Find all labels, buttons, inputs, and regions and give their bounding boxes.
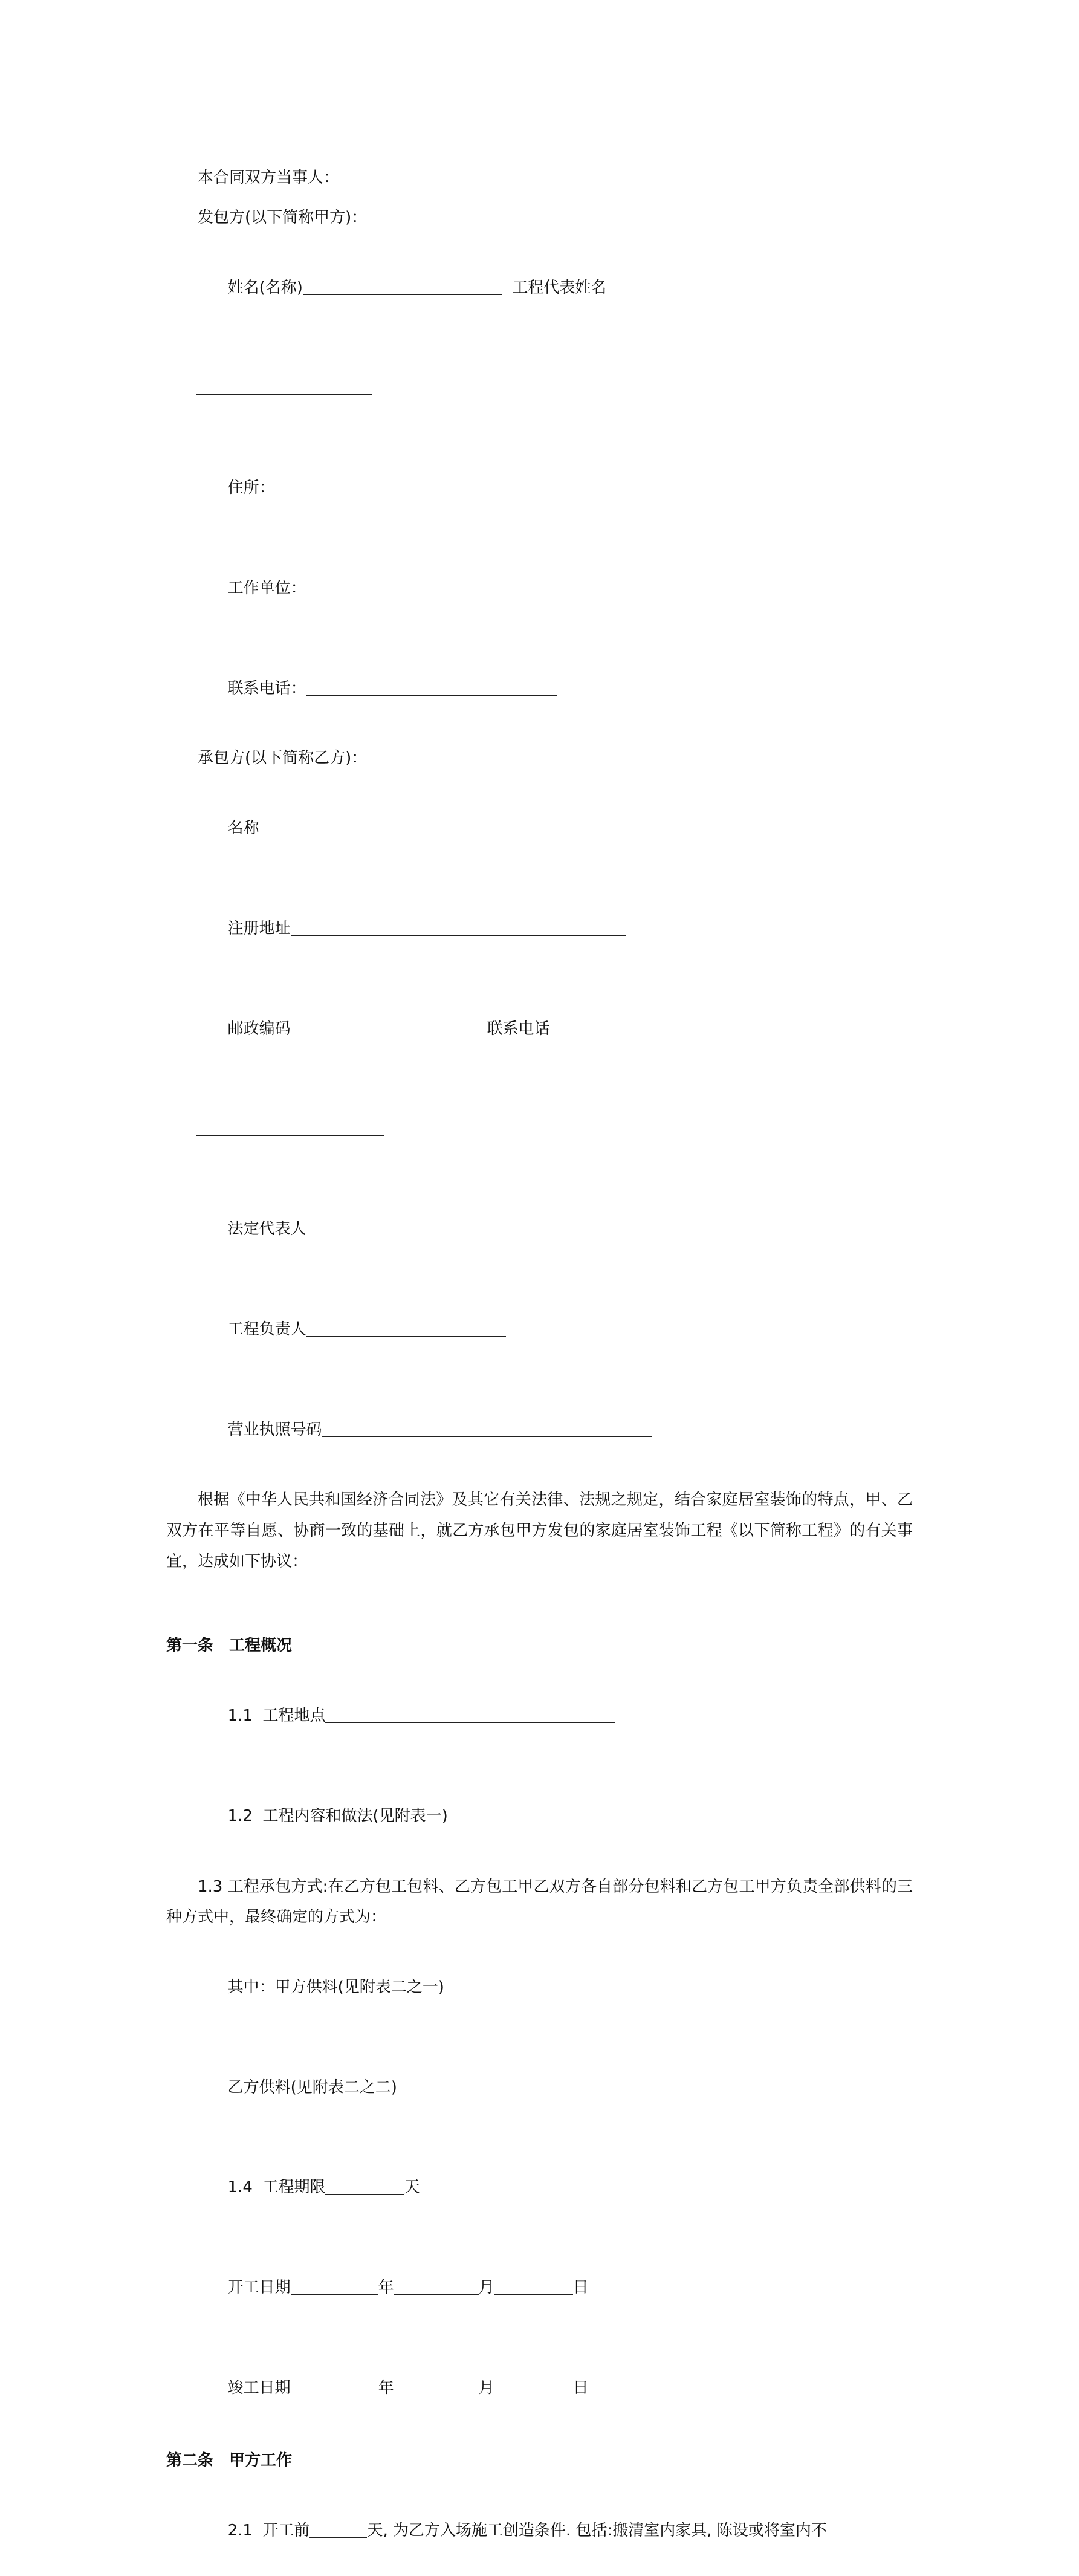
preamble-paragraph: 根据《中华人民共和国经济合同法》及其它有关法律、法规之规定，结合家庭居室装饰的特点，甲、乙双方在平等自愿、协商一致的基础上，就乙方承包甲方发包的家庭居室装饰工程《以下简称工程》的有关事宜，达成如下协议：	[166, 1491, 913, 1571]
section-spacer	[166, 1586, 913, 1607]
item-1-3-a-label: 其中：甲方供料(见附表二之一)	[227, 1978, 444, 1997]
party-b-legalrep-row	[166, 1184, 913, 1275]
section-2-name: 甲方工作	[229, 2451, 293, 2470]
item-1-1-label: 1.1 工程地点	[227, 1707, 326, 1725]
start-date-day-blank[interactable]	[494, 2279, 573, 2295]
item-2-1-label-post: 天, 为乙方入场施工创造条件. 包括:搬清室内家具, 陈设或将室内不	[367, 2521, 827, 2540]
party-b-manager-blank[interactable]	[306, 1320, 506, 1337]
item-1-4-label: 1.4 工程期限	[227, 2178, 326, 2197]
item-1-3-b	[166, 2043, 913, 2133]
end-date-month-unit: 月	[478, 2378, 494, 2397]
end-date-label: 竣工日期	[227, 2378, 291, 2397]
party-b-license-row	[166, 1385, 913, 1476]
party-a-address-label: 住所：	[227, 479, 275, 498]
item-2-1-blank[interactable]	[309, 2522, 367, 2538]
section-1-name: 工程概况	[229, 1637, 293, 1655]
end-date-year-unit: 年	[378, 2378, 394, 2397]
end-date-year-blank[interactable]	[291, 2379, 378, 2395]
party-b-label: 承包方(以下简称乙方)：	[198, 749, 368, 768]
party-b-postcode-blank[interactable]	[291, 1020, 487, 1036]
party-a-label: 发包方(以下简称甲方)：	[198, 208, 368, 227]
item-1-3-b-label: 乙方供料(见附表二之二)	[227, 2078, 397, 2097]
item-1-1	[166, 1671, 913, 1762]
item-1-3-blank[interactable]	[386, 1908, 562, 1924]
section-1-number: 第一条	[166, 1637, 214, 1655]
start-date-year-blank[interactable]	[291, 2279, 378, 2295]
party-b-legalrep-label: 法定代表人	[227, 1220, 306, 1239]
party-a-rep-blank-row	[166, 343, 913, 434]
contract-body	[166, 163, 913, 2576]
section-2-title	[166, 2446, 913, 2476]
item-1-3	[166, 1872, 913, 1933]
party-a-workunit-blank[interactable]	[306, 579, 642, 595]
party-b-postcode-label: 邮政编码	[227, 1019, 291, 1038]
item-1-4-unit: 天	[404, 2178, 420, 2197]
item-2-1	[166, 2486, 913, 2576]
start-date-day-unit: 日	[572, 2279, 589, 2297]
party-a-workunit-row	[166, 543, 913, 634]
item-1-4	[166, 2143, 913, 2234]
item-1-3-a	[166, 1942, 913, 2033]
section-1-title	[166, 1631, 913, 1661]
party-b-phone-blank[interactable]	[196, 1120, 384, 1136]
party-a-name-row	[166, 243, 913, 334]
party-a-address-row	[166, 443, 913, 534]
item-1-4-blank[interactable]	[325, 2178, 404, 2195]
item-1-2-label: 1.2 工程内容和做法(见附表一)	[227, 1806, 448, 1825]
item-1-2	[166, 1771, 913, 1862]
item-1-1-blank[interactable]	[325, 1707, 615, 1723]
party-b-phone-blank-row	[166, 1084, 913, 1175]
party-b-name-row	[166, 784, 913, 874]
party-b-manager-label: 工程负责人	[227, 1320, 306, 1338]
item-2-1-label-pre: 2.1 开工前	[227, 2521, 310, 2540]
party-b-license-blank[interactable]	[322, 1421, 652, 1437]
section-2-number: 第二条	[166, 2451, 214, 2470]
party-a-name-label: 姓名(名称)	[227, 278, 303, 297]
party-a-phone-blank[interactable]	[306, 680, 557, 696]
start-date-month-blank[interactable]	[394, 2279, 479, 2295]
party-b-regaddr-label: 注册地址	[227, 919, 291, 938]
party-a-phone-row	[166, 644, 913, 735]
item-1-3-label: 1.3 工程承包方式:在乙方包工包料、乙方包工甲乙双方各自部分包料和乙方包工甲方负责全部供料的三种方式中，最终确定的方式为：	[166, 1877, 913, 1927]
party-a-workunit-label: 工作单位：	[227, 579, 306, 597]
party-b-postcode-row	[166, 984, 913, 1075]
party-a-rep-blank[interactable]	[196, 378, 372, 395]
party-b-license-label: 营业执照号码	[227, 1420, 322, 1439]
end-date-row	[166, 2343, 913, 2434]
party-b-name-label: 名称	[227, 819, 259, 838]
start-date-row	[166, 2243, 913, 2334]
start-date-month-unit: 月	[478, 2279, 494, 2297]
parties-heading: 本合同双方当事人：	[198, 169, 340, 187]
end-date-month-blank[interactable]	[394, 2379, 479, 2395]
party-b-legalrep-blank[interactable]	[306, 1220, 506, 1236]
party-a-rep-label: 工程代表姓名	[512, 278, 607, 297]
end-date-day-unit: 日	[572, 2378, 589, 2397]
end-date-day-blank[interactable]	[494, 2379, 573, 2395]
party-b-regaddr-row	[166, 884, 913, 975]
party-b-phone-label: 联系电话	[487, 1019, 550, 1038]
party-a-phone-label: 联系电话：	[227, 679, 306, 698]
party-b-regaddr-blank[interactable]	[291, 920, 626, 936]
start-date-year-unit: 年	[378, 2279, 394, 2297]
party-b-name-blank[interactable]	[259, 819, 625, 835]
party-a-name-blank[interactable]	[303, 279, 502, 295]
party-a-address-blank[interactable]	[275, 479, 614, 495]
party-b-manager-row	[166, 1285, 913, 1375]
start-date-label: 开工日期	[227, 2279, 291, 2297]
